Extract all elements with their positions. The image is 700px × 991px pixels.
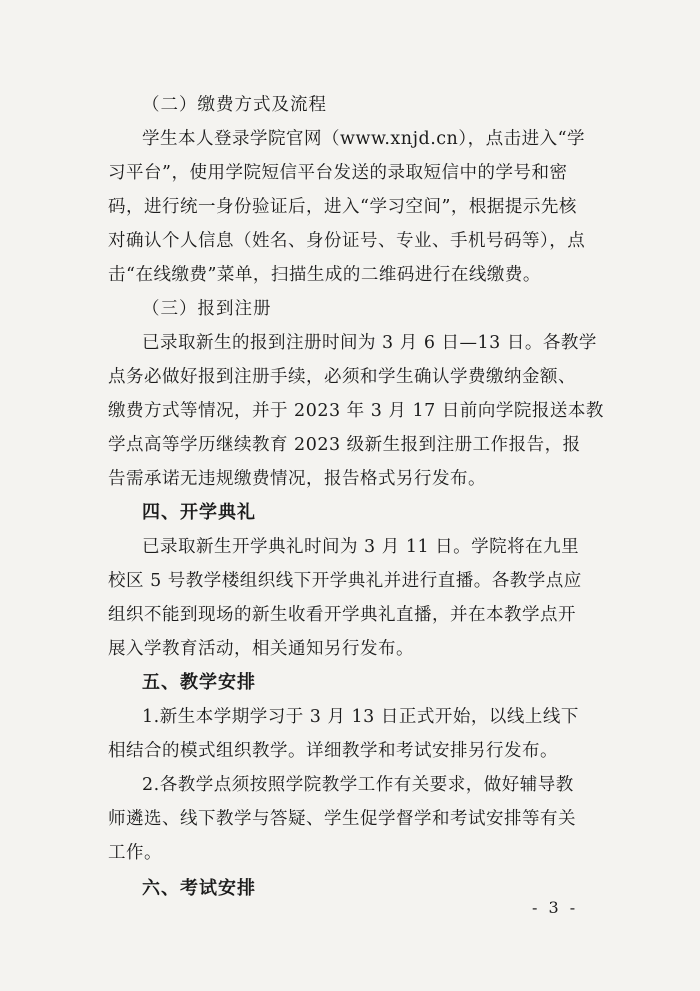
paragraph-line: 展入学教育活动，相关通知另行发布。 — [108, 639, 414, 659]
paragraph-line: 点务必做好报到注册手续，必须和学生确认学费缴纳金额、 — [108, 367, 576, 387]
paragraph-line: 组织不能到现场的新生收看开学典礼直播，并在本教学点开 — [108, 605, 576, 625]
section-heading-payment: （二）缴费方式及流程 — [142, 95, 327, 115]
section-heading-ceremony: 四、开学典礼 — [142, 502, 256, 523]
paragraph-line: 码，进行统一身份验证后，进入“学习空间”，根据提示先核 — [108, 197, 577, 217]
paragraph-line: 校区 5 号教学楼组织线下开学典礼并进行直播。各教学点应 — [108, 571, 582, 591]
paragraph-line: 告需承诺无违规缴费情况，报告格式另行发布。 — [108, 469, 486, 489]
section-heading-exam: 六、考试安排 — [142, 878, 256, 899]
paragraph-line: 师遴选、线下教学与答疑、学生促学督学和考试安排等有关 — [108, 809, 576, 829]
section-heading-registration: （三）报到注册 — [142, 299, 272, 319]
paragraph-line: 1.新生本学期学习于 3 月 13 日正式开始，以线上线下 — [142, 707, 579, 727]
paragraph-line: 相结合的模式组织教学。详细教学和考试安排另行发布。 — [108, 741, 558, 761]
paragraph-line: 已录取新生开学典礼时间为 3 月 11 日。学院将在九里 — [142, 537, 580, 557]
paragraph-line: 缴费方式等情况，并于 2023 年 3 月 17 日前向学院报送本教 — [108, 401, 604, 421]
paragraph-line: 已录取新生的报到注册时间为 3 月 6 日—13 日。各教学 — [142, 333, 597, 353]
page-number: - 3 - — [532, 898, 579, 917]
paragraph-line: 学生本人登录学院官网（www.xnjd.cn），点击进入“学 — [142, 129, 586, 149]
section-heading-teaching: 五、教学安排 — [142, 672, 256, 693]
paragraph-line: 击“在线缴费”菜单，扫描生成的二维码进行在线缴费。 — [108, 265, 541, 285]
paragraph-line: 工作。 — [108, 843, 162, 863]
paragraph-line: 2.各教学点须按照学院教学工作有关要求，做好辅导教 — [142, 775, 574, 795]
paragraph-line: 对确认个人信息（姓名、身份证号、专业、手机号码等），点 — [108, 231, 586, 251]
paragraph-line: 习平台”，使用学院短信平台发送的录取短信中的学号和密 — [108, 163, 568, 183]
paragraph-line: 学点高等学历继续教育 2023 级新生报到注册工作报告，报 — [108, 435, 581, 455]
